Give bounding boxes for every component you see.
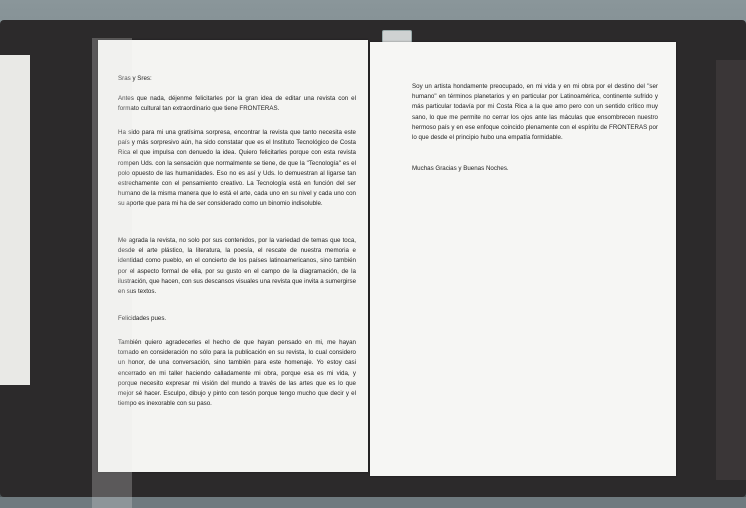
adjacent-sheet <box>0 55 30 385</box>
letter-page-left <box>98 40 368 472</box>
paragraph-2: Ha sido para mi una gratísima sorpresa, encontrar la revista que tanto necesita este país y más sorpresivo aún, ha sido constatar que es el Instituto Tecnológico de Costa Rica el que impulsa con denuedo la idea. Quiero felicitarles porque con esta revista rompen Uds. con la sensación que normalmente se tiene, de que la "Tecnología" es el polo opuesto de las humanidades. Eso no es así y Uds. lo demuestran al ligarse tan estrechamente con el pensamiento creativo. La Tecnología está en función del ser humano de la misma manera que lo está el arte, cada uno en su nivel y cada uno con su aporte que para mi ha de ser considerado como un binomio indisoluble. <box>118 129 356 208</box>
paragraph-4: Felicidades pues. <box>118 315 167 322</box>
paragraph-5: También quiero agradecerles el hecho de que hayan pensado en mi, me hayan tomado en consideración no sólo para la publicación en su revista, lo cual considero un honor, de una conversación, sino también para este homenaje. Yo estoy casi encerrado en mi taller haciendo calladamente mi obra, porque esa es mi vida, y porque necesito expresar mi visión del mundo a través de las artes que es lo que mejor sé hacer. Esculpo, dibujo y pinto con tesón porque tengo mucho que decir y el tiempo es inexorable con su paso. <box>118 339 356 408</box>
tape-strip <box>92 38 132 508</box>
closing: Muchas Gracias y Buenas Noches. <box>412 165 509 172</box>
paragraph-1: Antes que nada, déjenme felicitarles por la gran idea de editar una revista con el formato cultural tan extraordinario que tiene FRONTERAS. <box>118 95 356 113</box>
paragraph-3: Me agrada la revista, no solo por sus contenidos, por la variedad de temas que toca, desde el arte plástico, la literatura, la poesía, el rescate de nuestra memoria e identidad como pueblo, en el concierto de los países latinoamericanos, sino también por el aspecto formal de ella, por su gusto en el campo de la diagramación, de la ilustración, que hacen, con sus descansos visuales una revista que invita a sumergirse en sus textos. <box>118 237 357 296</box>
letter-page-right <box>370 42 676 476</box>
paragraph-right-1: Soy un artista hondamente preocupado, en mi vida y en mi obra por el destino del "ser humano" en términos planetarios y en particular por Latinoamérica, continente sufrido y más particular todavía por mi Costa Rica a la que amo pero con un sentido crítico muy sano, lo que me permite no cerrar los ojos ante las máculas que ensombrecen nuestro hermoso país y en ese enfoque coincido plenamente con el espíritu de FRONTERAS por lo que desde el principio hubo una empatía formidable. <box>412 83 658 142</box>
binder-edge <box>716 60 746 480</box>
greeting: Sras y Sres: <box>118 75 152 82</box>
